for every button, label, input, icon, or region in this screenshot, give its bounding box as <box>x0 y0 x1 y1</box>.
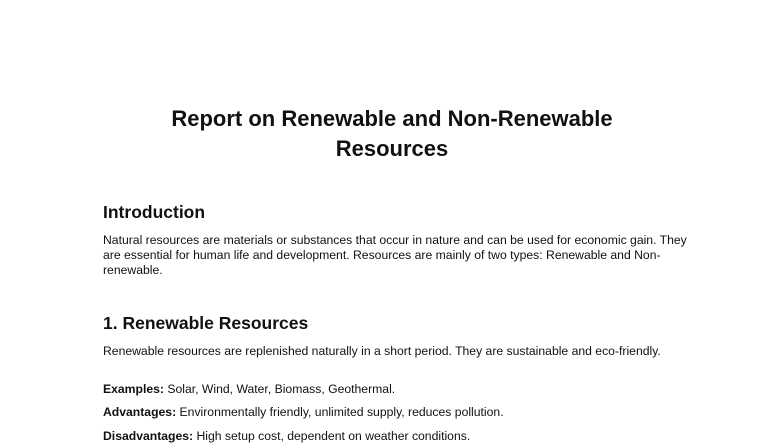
document-title <box>92 104 692 164</box>
advantages-text: Environmentally friendly, unlimited supply, reduces pollution. <box>176 405 504 419</box>
renewable-disadvantages <box>103 429 470 444</box>
disadvantages-label: Disadvantages: <box>103 429 194 443</box>
renewable-examples <box>103 382 395 397</box>
introduction-heading: Introduction <box>103 202 206 222</box>
renewable-resources-heading: 1. Renewable Resources <box>103 313 309 333</box>
examples-text: Solar, Wind, Water, Biomass, Geothermal. <box>163 382 396 396</box>
document-title-line-1: Report on Renewable and Non-Renewable <box>171 106 613 131</box>
renewable-advantages <box>103 405 504 420</box>
introduction-paragraph: Natural resources are materials or substances that occur in nature and can be used for economic gain. They are essential for human life and development. Resources are mainly of two types: Renewable and Non-renewable. <box>103 233 687 277</box>
renewable-resources-paragraph: Renewable resources are replenished naturally in a short period. They are sustainable and eco-friendly. <box>103 344 661 358</box>
examples-label: Examples: <box>103 382 164 396</box>
disadvantages-text: High setup cost, dependent on weather conditions. <box>193 429 471 443</box>
advantages-label: Advantages: <box>103 405 177 419</box>
document-title-line-2: Resources <box>335 136 449 161</box>
